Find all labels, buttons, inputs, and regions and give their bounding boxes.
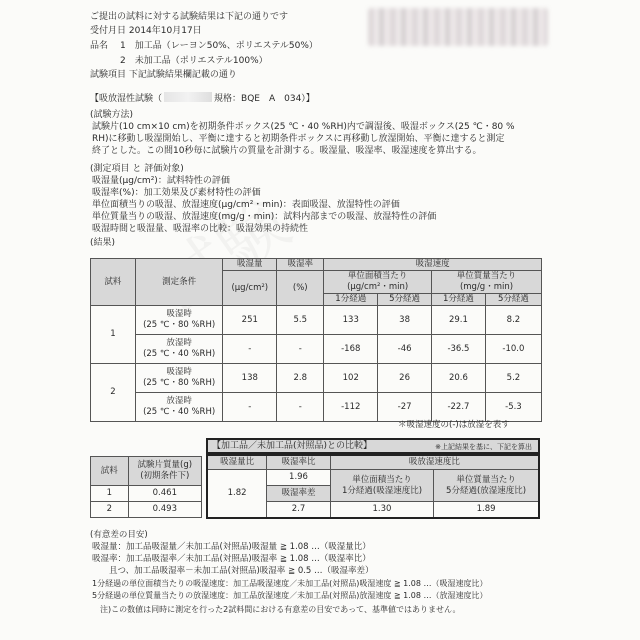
comp-amount-value: 1.82 [207,470,267,519]
method-line-3: 終了とした。この間10秒毎に試験片の質量を計測する。吸湿量、吸湿率、吸湿速度を算出する。 [92,146,482,156]
condition-env: (25 ℃・80 %RH) [143,320,216,330]
mass-5min-cell: -10.0 [485,335,541,364]
sample-2: 2 未加工品（ポリエステル100%） [120,56,268,66]
rate-cell: 2.8 [277,364,324,393]
mass-5min-cell: 5.2 [485,364,541,393]
amount-cell: - [223,393,277,422]
area-1min-cell: -112 [324,393,378,422]
area-5min-cell: 38 [378,306,432,335]
comparison-title: 【加工品／未加工品(対照品)との比較】 [212,441,373,451]
comp-mass-header [434,470,539,502]
significance-line-4: 1分経過の単位面積当たりの吸湿速度：加工品吸湿速度／未加工品(対照品)吸湿速度 ≧ 1.08 …（吸湿速度比） [92,579,488,588]
significance-line-3: 且つ、加工品吸湿率－未加工品(対照品)吸湿率 ≧ 0.5 …（吸湿率差） [92,566,374,576]
results-table [90,258,542,422]
mass-header-label: 試験片質量(g) [137,460,193,470]
condition-cell [135,393,223,422]
comp-mass-value: 1.89 [434,502,539,519]
mass-5min-cell: 8.2 [485,306,541,335]
header-mass-label: 単位質量当たり [456,271,517,281]
header-area-unit: (μg/cm²・min) [347,282,409,292]
mass-header [128,457,201,486]
item-5: 吸湿時間と吸湿量、吸湿率の比較：吸湿効果の持続性 [92,224,309,234]
rate-cell: - [277,335,324,364]
amount-cell: - [223,335,277,364]
header-mass-5min: 5分経過 [485,294,541,306]
item-4: 単位質量当りの吸湿、放湿速度(mg/g・min)：試料内部までの吸湿、放湿特性の評価 [92,212,437,222]
significance-line-5: 5分経過の単位質量当たりの放湿速度：加工品放湿速度／未加工品(対照品)放湿速度 ≧ 1.08 …（放湿速度比） [92,591,488,600]
table-row [91,486,202,502]
rate-cell: 5.5 [277,306,324,335]
sample-1: 1 加工品（レーヨン50%、ポリエステル50%） [120,41,318,51]
significance-heading: (有意差の目安) [90,530,148,540]
test-title-close: 規格：BQE A 034）】 [214,94,315,104]
test-title-open: 【吸放湿性試験（ [90,94,163,104]
redacted-name [164,92,212,102]
condition-name: 放湿時 [166,396,192,406]
item-1: 吸湿量(μg/cm²)：試料特性の評価 [92,176,230,186]
method-heading: (試験方法) [90,110,134,120]
received-date: 受付月日 2014年10月17日 [90,26,202,36]
mass-header-sub: (初期条件下) [140,471,190,481]
area-1min-cell: 102 [324,364,378,393]
header-sample: 試料 [91,259,136,306]
table-row [91,393,542,422]
comp-area-header [330,470,433,502]
header-mass-1min: 1分経過 [432,294,486,306]
condition-cell [135,335,223,364]
condition-cell [135,364,223,393]
area-1min-cell: -168 [324,335,378,364]
area-5min-cell: -27 [378,393,432,422]
items-heading: (測定項目 と 評価対象) [90,164,184,174]
comparison-title-bar [206,438,540,454]
comp-header-rate-diff: 吸湿率差 [267,486,331,502]
items-note: 試験項目 下記試験結果欄記載の通り [90,70,237,80]
header-condition: 測定条件 [135,259,223,306]
condition-env: (25 ℃・80 %RH) [143,378,216,388]
header-amount-unit: (μg/cm²) [223,271,277,306]
comp-area-sub: 1分経過(吸湿速度比) [341,485,423,496]
table-row [91,502,202,518]
mass-5min-cell: -5.3 [485,393,541,422]
mass-sample-cell: 2 [91,502,129,518]
mass-1min-cell: -36.5 [432,335,486,364]
method-line-2: RH)に移動し吸湿開始し、平衡に達すると初期条件ボックスに再移動し放湿開始、平衡に達すると測定 [92,134,505,144]
redacted-logo [368,8,548,46]
speed-sign-note: ＊吸湿速度の(-)は放湿を表す [398,420,510,430]
rate-cell: - [277,393,324,422]
comp-area-value: 1.30 [330,502,433,519]
mass-1min-cell: 29.1 [432,306,486,335]
result-heading: (結果) [90,238,116,248]
comparison-title-note: ※上記結果を基に、下記を算出 [435,443,532,451]
comp-mass-label: 単位質量当たり [456,474,516,485]
test-title [90,92,315,105]
comp-rate-ratio-value: 1.96 [267,470,331,486]
condition-env: (25 ℃・40 %RH) [143,407,216,417]
significance-footnote: 注)この数値は同時に測定を行った2試料間における有意差の目安であって、基準値ではありません。 [100,605,461,614]
header-area-label: 単位面積当たり [347,271,408,281]
table-row [91,335,542,364]
header-area-1min: 1分経過 [324,294,378,306]
mass-value-cell: 0.461 [128,486,201,502]
mass-1min-cell: 20.6 [432,364,486,393]
header-mass [432,271,542,294]
area-5min-cell: -46 [378,335,432,364]
condition-name: 放湿時 [166,338,192,348]
comp-mass-sub: 5分経過(放湿速度比) [446,485,527,496]
method-line-1: 試験片(10 cm×10 cm)を初期条件ボックス(25 ℃・40 %RH)内で調湿後、吸湿ボックス(25 ℃・80 % [92,122,515,132]
area-5min-cell: 26 [378,364,432,393]
header-rate-unit: (%) [277,271,324,306]
header-speed: 吸湿速度 [324,259,542,271]
condition-name: 吸湿時 [166,367,192,377]
sample-cell: 2 [91,364,136,422]
header-area-5min: 5分経過 [378,294,432,306]
mass-header-sample: 試料 [91,457,129,486]
comp-header-rate-ratio: 吸湿率比 [267,455,331,470]
significance-line-2: 吸湿率：加工品吸湿率／未加工品(対照品)吸湿率 ≧ 1.08 …（吸湿率比） [92,554,371,564]
header-amount: 吸湿量 [223,259,277,271]
intro-text: ご提出の試料に対する試験結果は下記の通りです [90,12,289,22]
comp-header-amount: 吸湿量比 [207,455,267,470]
sample-cell: 1 [91,306,136,364]
amount-cell: 138 [223,364,277,393]
header-rate: 吸湿率 [277,259,324,271]
item-2: 吸湿率(%)：加工効果及び素材特性の評価 [92,188,261,198]
significance-line-1: 吸湿量：加工品吸湿量／未加工品(対照品)吸湿量 ≧ 1.08 …（吸湿量比） [92,542,371,552]
sample-label: 品名 [90,41,109,51]
table-row [91,364,542,393]
mass-value-cell: 0.493 [128,502,201,518]
area-1min-cell: 133 [324,306,378,335]
comparison-table [206,454,540,519]
header-area [324,271,432,294]
condition-cell [135,306,223,335]
table-row [91,306,542,335]
mass-sample-cell: 1 [91,486,129,502]
header-mass-unit: (mg/g・min) [459,282,514,292]
mass-1min-cell: -22.7 [432,393,486,422]
comp-area-label: 単位面積当たり [352,474,412,485]
comp-rate-diff-value: 2.7 [267,502,331,519]
comp-header-speed: 吸放湿速度比 [330,455,539,470]
condition-name: 吸湿時 [166,309,192,319]
item-3: 単位面積当りの吸湿、放湿速度(μg/cm²・min)：表面吸湿、放湿特性の評価 [92,200,400,210]
amount-cell: 251 [223,306,277,335]
condition-env: (25 ℃・40 %RH) [143,349,216,359]
mass-table [90,456,202,518]
